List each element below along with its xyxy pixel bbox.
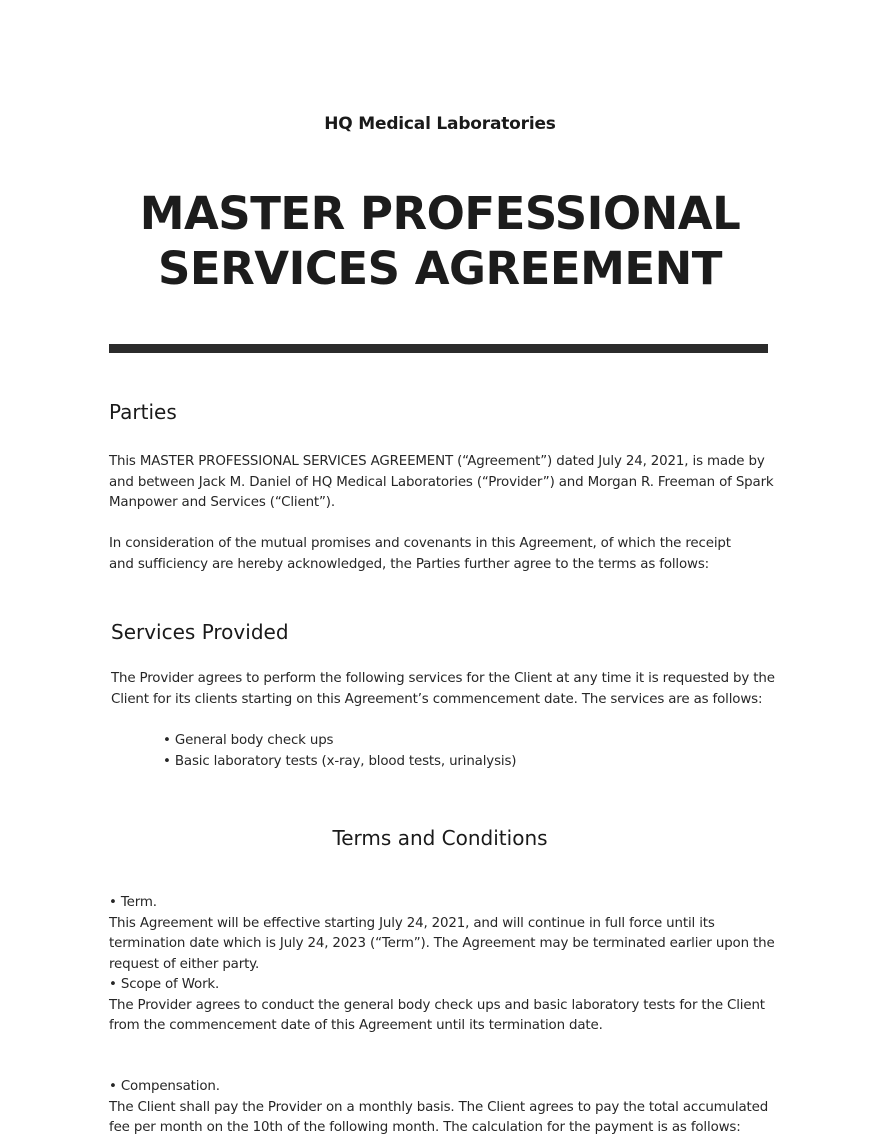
scope-text: The Provider agrees to conduct the general body check ups and basic laboratory tests for the Client from the commencement date of this Agreement until its termination date. xyxy=(109,997,765,1033)
scope-section xyxy=(109,975,789,1037)
document-title-line-1: MASTER PROFESSIONAL xyxy=(139,187,741,240)
company-name: HQ Medical Laboratories xyxy=(324,114,556,134)
scope-label: • Scope of Work. xyxy=(109,975,789,996)
compensation-text: The Client shall pay the Provider on a monthly basis. The Client agrees to pay the total accumulated fee per month on the 10th of the following month. The calculation for the payment is as follows: xyxy=(109,1099,769,1135)
terms-heading: Terms and Conditions xyxy=(332,826,548,850)
compensation-label: • Compensation. xyxy=(109,1077,789,1098)
term-section xyxy=(109,893,789,975)
document-title xyxy=(0,186,880,296)
compensation-section xyxy=(109,1077,789,1139)
parties-paragraph-2: In consideration of the mutual promises and covenants in this Agreement, of which the receipt and sufficiency are hereby acknowledged, the Parties further agree to the terms as follows: xyxy=(109,536,731,572)
services-list xyxy=(163,731,763,772)
term-label: • Term. xyxy=(109,893,789,914)
parties-heading: Parties xyxy=(109,400,177,424)
list-item: • General body check ups xyxy=(163,731,763,752)
services-paragraph: The Provider agrees to perform the following services for the Client at any time it is requested by the Client for its clients starting on this Agreement’s commencement date. The services are as follows: xyxy=(111,671,775,707)
services-heading: Services Provided xyxy=(111,620,289,644)
list-item: • Basic laboratory tests (x-ray, blood tests, urinalysis) xyxy=(163,752,763,773)
title-divider xyxy=(109,344,768,353)
parties-paragraph-1: This MASTER PROFESSIONAL SERVICES AGREEMENT (“Agreement”) dated July 24, 2021, is made by and between Jack M. Daniel of HQ Medical Laboratories (“Provider”) and Morgan R. Freeman of Spark Manpower and Services (“Client”). xyxy=(109,454,774,510)
term-text: This Agreement will be effective starting July 24, 2021, and will continue in full force until its termination date which is July 24, 2023 (“Term”). The Agreement may be terminated earlier upon the request of either party. xyxy=(109,915,775,972)
document-title-line-2: SERVICES AGREEMENT xyxy=(158,242,722,295)
